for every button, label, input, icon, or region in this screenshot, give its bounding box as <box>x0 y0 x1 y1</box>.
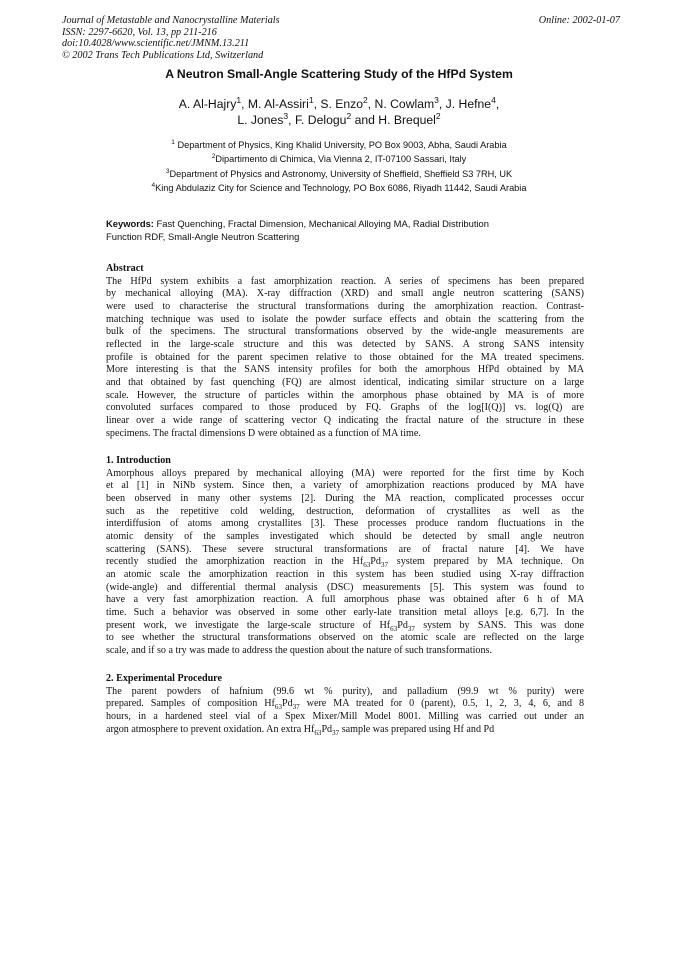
text-line: present work, we investigate the large-scale structure of $Hf_{63}Pd_{37}$ system by SANS. This was done <box>106 619 584 633</box>
affiliation-list <box>0 138 678 196</box>
author-name: and H. Brequel <box>351 113 436 127</box>
text-line: reflected in the large-scale structure and this was detected by SANS. A strong SANS intensity <box>106 338 584 350</box>
keywords-label: Keywords: <box>106 218 154 229</box>
journal-doi: doi:10.4028/www.scientific.net/JMNM.13.211 <box>62 38 250 50</box>
text-line: recently studied the amorphization reaction in the $Hf_{63}Pd_{37}$ system prepared by MA technique. On <box>106 556 584 569</box>
text-line: by mechanical alloying (MA). X-ray diffraction (XRD) and small angle neutron scattering (SANS) <box>106 288 584 300</box>
section-title: Abstract <box>106 263 144 274</box>
text-line: to see whether the structural transformations observed on the atomic scale are reflected on the large <box>106 632 584 644</box>
keywords-text: Function RDF, Small-Angle Neutron Scattering <box>106 230 300 242</box>
author-affil-mark: 3 <box>434 94 439 105</box>
text-line: convoluted surfaces compared to those produced by FQ. Graphs of the log[I(Q)] vs. log(Q) are <box>106 402 584 414</box>
text-line: atomic density of the samples investigated which should be detected by small angle neutron <box>106 530 584 542</box>
journal-issn: ISSN: 2297-6620, Vol. 13, pp 211-216 <box>62 26 217 38</box>
author-name: , S. Enzo <box>313 97 364 111</box>
text-line: et al [1] in NiNb system. Since then, a variety of amorphization reactions produced by MA have <box>106 480 584 492</box>
text-line: The HfPd system exhibits a fast amorphization reaction. A series of specimens has been prepared <box>106 275 584 287</box>
text-line: interdiffusion of atoms among crystallites [3]. These processes produce random fluctuations in the <box>106 518 584 530</box>
author-name: L. Jones <box>237 113 284 127</box>
author-line-1 <box>0 96 678 112</box>
text-line: Amorphous alloys prepared by mechanical alloying (MA) were reported for the first time by Koch <box>106 467 584 479</box>
affiliation-4: $^4$King Abdulaziz City for Science and Technology, PO Box 6086, Riyadh 11442, Saudi Arabia <box>151 182 527 194</box>
author-name: A. Al-Hajry <box>178 97 237 111</box>
experimental-section <box>106 673 584 736</box>
journal-name: Journal of Metastable and Nanocrystalline Materials <box>62 15 280 26</box>
text-line: More interesting is that the SANS intensity profiles for both the amorphous HfPd obtained by MA <box>106 364 584 376</box>
author-list <box>0 96 678 128</box>
affiliation-1: $^1$ Department of Physics, King Khalid University, PO Box 9003, Abha, Saudi Arabia <box>171 138 507 150</box>
text-line: scale. However, the structure of particles within the amorphous phase obtained by MA is of more <box>106 389 584 401</box>
text-line: scattering (SANS). These severe structural transformations are of fractal nature [4]. We have <box>106 543 584 555</box>
text-line: bulk of the specimens. The structural transformations observed by the wide-angle measurements are <box>106 326 584 338</box>
author-affil-mark: 1 <box>236 94 242 105</box>
affiliation-3: $^3$Department of Physics and Astronomy, University of Sheffield, Sheffield S3 7RH, UK <box>165 167 513 179</box>
section-title: 2. Experimental Procedure <box>106 673 222 684</box>
author-name: , F. Delogu <box>288 113 347 127</box>
text-line: scale, and if so a try was made to address the question about the nature of such transformations. <box>106 644 492 656</box>
text-line: argon atmosphere to prevent oxidation. An extra $Hf_{63}Pd_{37}$ sample was prepared using Hf and Pd <box>106 723 495 737</box>
text-line: and that obtained by fast quenching (FQ) are almost identical, indicating similar structure on a large <box>106 376 584 388</box>
text-line: have a very fast amorphization reaction. A full amorphous phase was obtained after 6 h of MA <box>106 594 584 606</box>
affiliation-2: $^2$Dipartimento di Chimica, Via Vienna 2, IT-07100 Sassari, Italy <box>211 153 467 165</box>
text-line: linear over a wide range of scattering vector Q indicating the fractal nature of the structure in these <box>106 414 584 426</box>
author-line-2 <box>0 112 678 128</box>
text-line: matching technique was used to isolate the powder surface effects and obtain the scattering from the <box>106 313 584 325</box>
author-affil-mark: 2 <box>435 110 441 121</box>
introduction-section <box>106 455 584 658</box>
keywords <box>106 218 574 243</box>
introduction-body <box>106 468 584 658</box>
section-title: 1. Introduction <box>106 455 171 466</box>
author-affil-mark: 1 <box>308 94 314 105</box>
author-name: , M. Al-Assiri <box>241 97 309 111</box>
text-line: hours, in a hardened steel vial of a Spex Mixer/Mill Model 8001. Milling was carried out under an <box>106 710 584 722</box>
author-affil-mark: 2 <box>363 94 368 105</box>
author-affil-mark: 4 <box>491 94 496 105</box>
online-date: Online: 2002-01-07 <box>538 15 620 26</box>
author-name: , J. Hefne <box>438 97 492 111</box>
author-separator: , <box>495 97 500 111</box>
author-affil-mark: 3 <box>283 110 289 121</box>
text-line: such as the repetitive cold welding, destruction, deformation of crystallites as well as the <box>106 505 584 517</box>
abstract-body <box>106 276 584 441</box>
text-line: specimens. The fractal dimensions D were obtained as a function of MA time. <box>106 427 421 439</box>
text-line: The parent powders of hafnium (99.6 wt % purity), and palladium (99.9 wt % purity) were <box>106 685 584 697</box>
experimental-body <box>106 686 584 737</box>
author-name: , N. Cowlam <box>367 97 435 111</box>
text-line: were used to characterise the structural transformations during the amorphization reaction. Contrast- <box>106 300 584 312</box>
text-line: an atomic scale the amorphization reaction in this system has been studied using X-ray diffraction <box>106 568 584 580</box>
text-line: been observed in many other systems [2]. During the MA reaction, complicated processes occur <box>106 492 584 504</box>
paper-title: A Neutron Small-Angle Scattering Study of the HfPd System <box>165 67 513 81</box>
text-line: time. Such a behavior was observed in some other early-late transition metal alloys [e.g. 6,7]. In the <box>106 606 584 618</box>
journal-copyright: © 2002 Trans Tech Publications Ltd, Switzerland <box>62 49 264 61</box>
author-affil-mark: 2 <box>346 110 352 121</box>
text-line: prepared. Samples of composition $Hf_{63}Pd_{37}$ were MA treated for 0 (parent), 0.5, 1, 2, 3, 4, 6, and 8 <box>106 698 584 711</box>
keywords-text: Fast Quenching, Fractal Dimension, Mechanical Alloying MA, Radial Distribution <box>153 218 489 229</box>
abstract-section <box>106 263 584 440</box>
text-line: (wide-angle) and differential thermal analysis (DSC) measurements [5]. This system was found to <box>106 581 584 593</box>
text-line: profile is obtained for the parent specimen relative to those obtained for the MA treated specimens. <box>106 351 584 363</box>
